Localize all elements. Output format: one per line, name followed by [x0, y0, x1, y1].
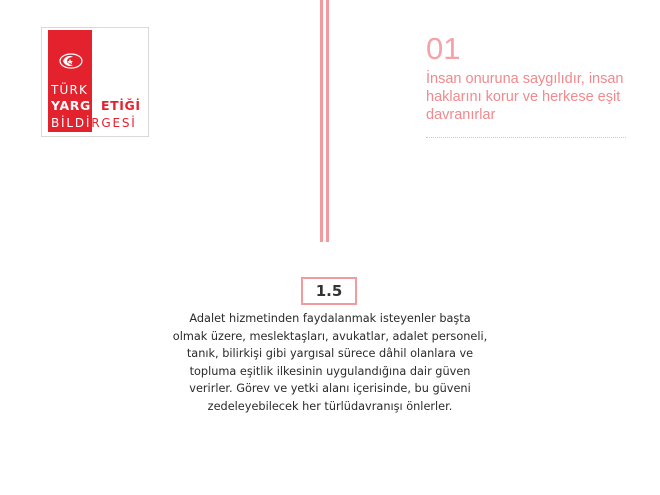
logo-text-bildirgesi: BİLDİRGESİ — [51, 116, 137, 130]
principle-heading — [426, 70, 636, 124]
principle-heading-line: davranırlar — [426, 107, 496, 123]
logo-text-turk: TÜRK — [51, 83, 89, 97]
section-body-text — [165, 310, 495, 416]
principle-heading-line: haklarını korur ve herkese eşit — [426, 89, 621, 105]
vertical-divider-left — [320, 0, 323, 242]
body-line: olmak üzere, meslektaşları, avukatlar, adalet personeli, — [172, 329, 488, 343]
logo-text-yargi-etigi: YARGI ETİĞİ — [51, 98, 141, 113]
body-line: tanık, bilirkişi gibi yargısal sürece dâhil olanlara ve — [186, 347, 474, 361]
crescent-star-icon — [56, 50, 90, 72]
vertical-divider-right — [326, 0, 329, 242]
body-line: topluma eşitlik ilkesinin uygulandığına dair güven — [189, 364, 471, 378]
principle-heading-line: İnsan onuruna saygılıdır, insan — [426, 71, 624, 87]
body-line: verirler. Görev ve yetki alanı içerisinde, bu güveni — [189, 382, 471, 396]
body-line: Adalet hizmetinden faydalanmak isteyenler başta — [189, 312, 471, 325]
turk-yargi-etigi-logo — [41, 27, 149, 137]
body-line: zedeleyebilecek her türlüdavranışı önlerler. — [207, 399, 453, 413]
dotted-separator — [426, 137, 626, 138]
section-number-box: 1.5 — [301, 277, 357, 305]
principle-number: 01 — [426, 31, 461, 66]
